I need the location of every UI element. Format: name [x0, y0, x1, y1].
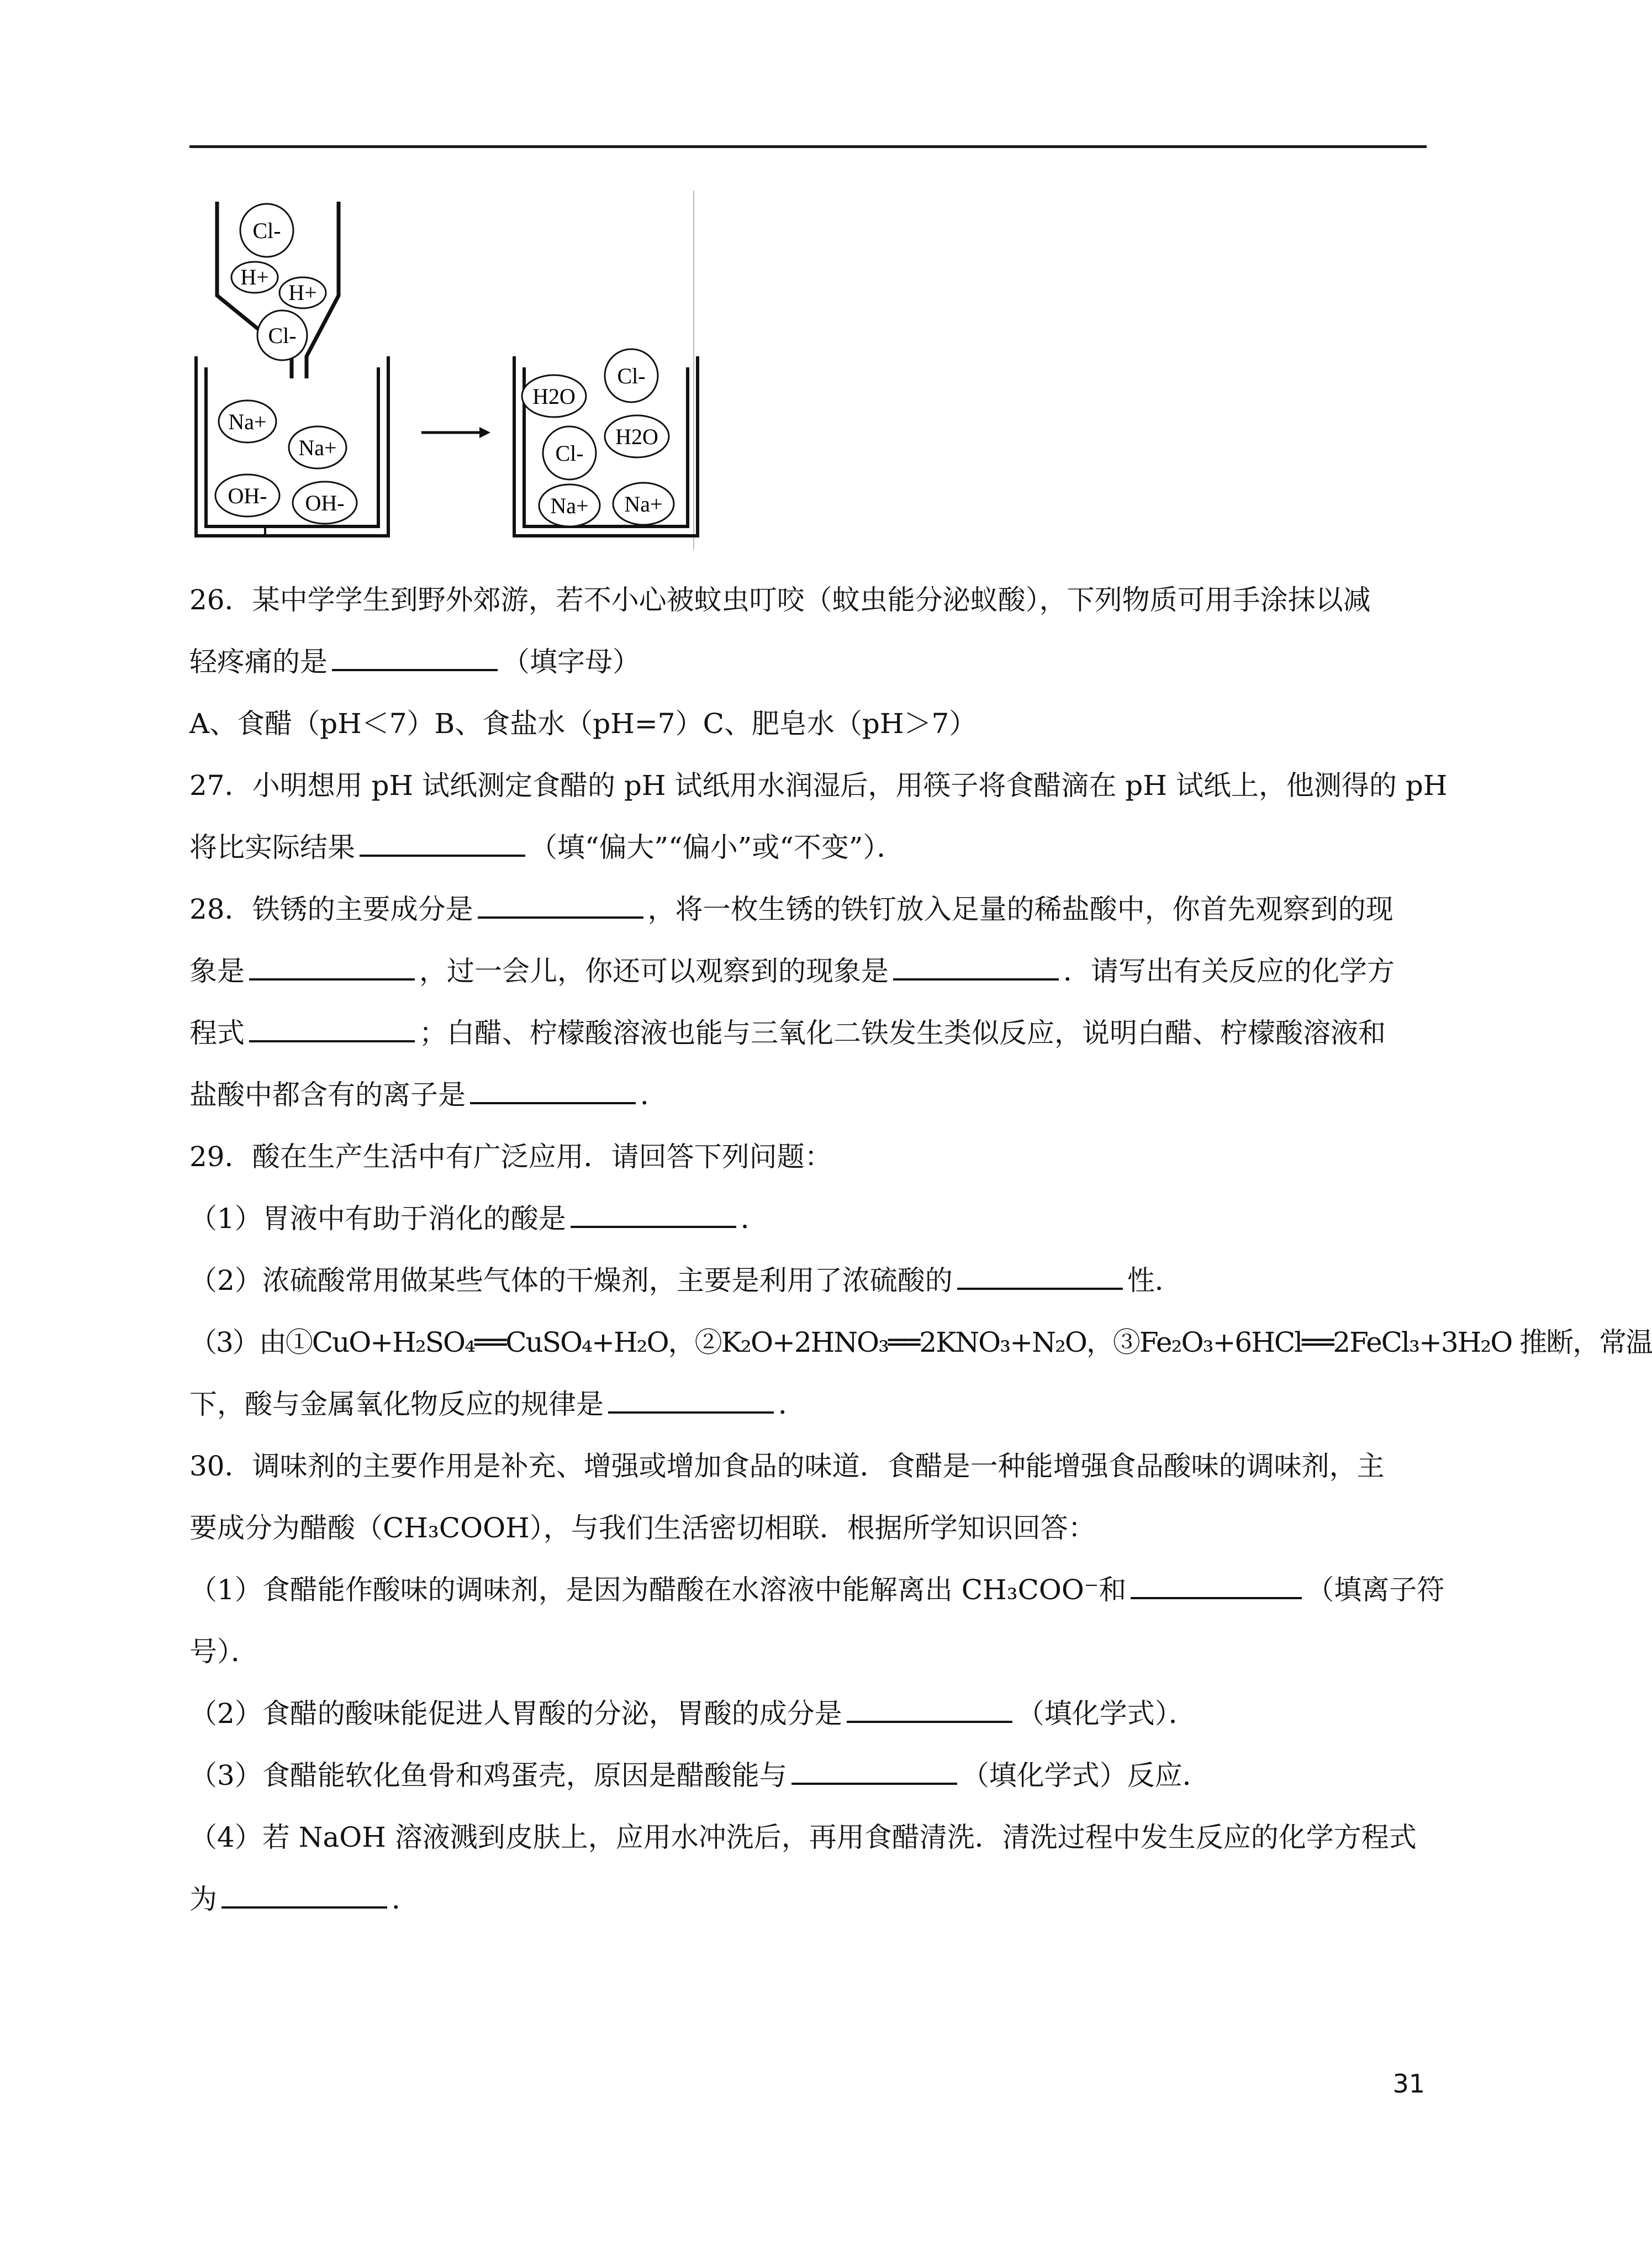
answer-blank[interactable]: [332, 636, 498, 671]
ion-cl-3: [605, 349, 658, 402]
q28-text: 象是: [189, 955, 245, 987]
q26-text: （填字母）: [502, 646, 640, 678]
q26-options-text: A、食醋（pH＜7）B、食盐水（pH=7）C、肥皂水（pH＞7）: [189, 708, 977, 740]
q29-text: ．: [740, 1203, 768, 1235]
answer-blank[interactable]: [608, 1378, 774, 1414]
q30-text: （1）食醋能作酸味的调味剂，是因为醋酸在水溶液中能解离出 CH₃COO⁻和: [189, 1574, 1127, 1606]
ion-oh-1: [215, 475, 279, 517]
answer-blank[interactable]: [470, 1069, 636, 1104]
ion-h-2: [279, 277, 326, 308]
q29-text: 性．: [1127, 1264, 1183, 1296]
equation-3: ③Fe₂O₃+6HCl══2FeCl₃+3H₂O: [1112, 1326, 1512, 1358]
q28-text: ；白醋、柠檬酸溶液也能与三氧化二铁发生类似反应，说明白醋、柠檬酸溶液和: [419, 1017, 1386, 1049]
q29-text: 下，酸与金属氧化物反应的规律是: [189, 1388, 604, 1420]
svg-text:H2O: H2O: [532, 384, 576, 409]
q30-text: （3）食醋能软化鱼骨和鸡蛋壳，原因是醋酸能与: [189, 1759, 787, 1791]
q28-text: ．: [640, 1079, 668, 1111]
q30-text: （填化学式）反应．: [961, 1759, 1210, 1791]
ion-na-3: [539, 484, 600, 526]
answer-blank[interactable]: [1131, 1564, 1302, 1599]
q27-line1: [189, 755, 1448, 816]
neutralization-diagram-svg: [189, 191, 698, 550]
svg-text:OH-: OH-: [305, 491, 345, 515]
molecule-h2o-2: [605, 415, 669, 457]
q26-line1: [189, 569, 1427, 631]
svg-text:H+: H+: [240, 265, 269, 289]
answer-blank[interactable]: [571, 1193, 736, 1228]
svg-text:Na+: Na+: [228, 409, 267, 434]
equation-2: ②K₂O+2HNO₃══2KNO₃+N₂O，: [694, 1326, 1113, 1358]
equation-1: ①CuO+H₂SO₄══CuSO₄+H₂O，: [285, 1326, 695, 1358]
answer-blank[interactable]: [957, 1255, 1123, 1290]
neutralization-diagram: [189, 191, 698, 550]
svg-text:Na+: Na+: [624, 492, 663, 517]
q29-text: （1）胃液中有助于消化的酸是: [189, 1203, 566, 1235]
q27-text: 将比实际结果: [189, 831, 355, 863]
q29-part2: [189, 1250, 1427, 1311]
ion-h-1: [231, 262, 278, 293]
q30-text: （4）若 NaOH 溶液溅到皮肤上，应用水冲洗后，再用食醋清洗．清洗过程中发生反应的化学方程式: [189, 1821, 1417, 1853]
q29-intro: [189, 1126, 1427, 1188]
ion-na-4: [613, 483, 674, 525]
answer-blank[interactable]: [221, 1873, 387, 1909]
q28-text: ，将一枚生锈的铁钉放入足量的稀盐酸中，你首先观察到的现: [647, 893, 1394, 925]
q28-line4: [189, 1064, 1427, 1126]
svg-text:Cl-: Cl-: [555, 441, 584, 466]
q29-part3: [189, 1311, 1652, 1373]
svg-text:Na+: Na+: [550, 493, 589, 518]
q28-line1: [189, 878, 1427, 940]
q29-text: ．: [778, 1388, 806, 1420]
q28-text: ．请写出有关反应的化学方: [1063, 955, 1395, 987]
ion-na-1: [219, 400, 276, 442]
q29-part3-line2: [189, 1373, 1427, 1435]
svg-text:OH-: OH-: [228, 483, 267, 508]
q27-text: 27．小明想用 pH 试纸测定食醋的 pH 试纸用水润湿后，用筷子将食醋滴在 pH 试纸上，他测得的 pH: [189, 770, 1448, 802]
answer-blank[interactable]: [360, 821, 525, 857]
q30-text: 为: [189, 1883, 217, 1915]
svg-text:H+: H+: [288, 280, 317, 305]
q28-text: ，过一会儿，你还可以观察到的现象是: [419, 955, 889, 987]
q27-text: （填“偏大”“偏小”或“不变”）．: [530, 831, 905, 863]
q30-part4-line2: [189, 1868, 1427, 1930]
ion-na-2: [289, 426, 346, 468]
q30-text: ．: [392, 1883, 419, 1915]
q27-line2: [189, 816, 1427, 878]
answer-blank[interactable]: [249, 1007, 415, 1042]
question-content: [189, 569, 1652, 1930]
q30-text: （填化学式）．: [1016, 1698, 1196, 1730]
page-number: 31: [1392, 2069, 1425, 2099]
q26-line2: [189, 631, 1427, 693]
q28-text: 盐酸中都含有的离子是: [189, 1079, 466, 1111]
svg-text:Cl-: Cl-: [617, 363, 646, 388]
q26-text: 轻疼痛的是: [189, 646, 328, 678]
answer-blank[interactable]: [791, 1749, 957, 1785]
ion-cl-2: [257, 310, 307, 360]
answer-blank[interactable]: [847, 1688, 1012, 1723]
q28-text: 28．铁锈的主要成分是: [189, 893, 473, 925]
ion-cl-1: [240, 204, 293, 257]
q28-text: 程式: [189, 1017, 245, 1049]
answer-blank[interactable]: [249, 945, 415, 981]
q29-part1: [189, 1188, 1427, 1250]
answer-blank[interactable]: [893, 945, 1059, 981]
q30-part1-line2: [189, 1621, 1427, 1683]
header-rule: [189, 145, 1427, 148]
svg-text:Na+: Na+: [298, 435, 337, 460]
q30-line2: [189, 1497, 1427, 1559]
q28-line3: [189, 1002, 1427, 1064]
answer-blank[interactable]: [478, 883, 643, 919]
q30-part4: [189, 1806, 1427, 1868]
q30-part1: [189, 1559, 1445, 1621]
q26-text: 26．某中学学生到野外郊游，若不小心被蚊虫叮咬（蚊虫能分泌蚁酸），下列物质可用手涂抹以减: [189, 584, 1371, 616]
q29-text: （3）由: [189, 1326, 286, 1358]
q30-text: （填离子符: [1306, 1574, 1445, 1606]
ion-cl-4: [543, 426, 596, 479]
svg-text:H2O: H2O: [615, 424, 658, 449]
q30-part2: [189, 1683, 1427, 1744]
q30-text: 要成分为醋酸（CH₃COOH），与我们生活密切相联．根据所学知识回答：: [189, 1512, 1096, 1544]
molecule-h2o-1: [522, 375, 586, 417]
q26-options: [189, 693, 1427, 755]
q29-text: （2）浓硫酸常用做某些气体的干燥剂，主要是利用了浓硫酸的: [189, 1264, 953, 1296]
q30-text: 号）．: [189, 1636, 258, 1668]
q29-text: 29．酸在生产生活中有广泛应用．请回答下列问题：: [189, 1141, 832, 1173]
q30-text: （2）食醋的酸味能促进人胃酸的分泌，胃酸的成分是: [189, 1698, 842, 1730]
q30-line1: [189, 1435, 1427, 1497]
svg-text:Cl-: Cl-: [252, 218, 281, 243]
q30-text: 30．调味剂的主要作用是补充、增强或增加食品的味道．食醋是一种能增强食品酸味的调味剂，主: [189, 1450, 1385, 1482]
q28-line2: [189, 940, 1427, 1002]
q29-text: 推断，常温: [1512, 1326, 1652, 1358]
q30-part3: [189, 1744, 1427, 1806]
ion-oh-2: [293, 482, 357, 524]
svg-text:Cl-: Cl-: [268, 323, 297, 348]
